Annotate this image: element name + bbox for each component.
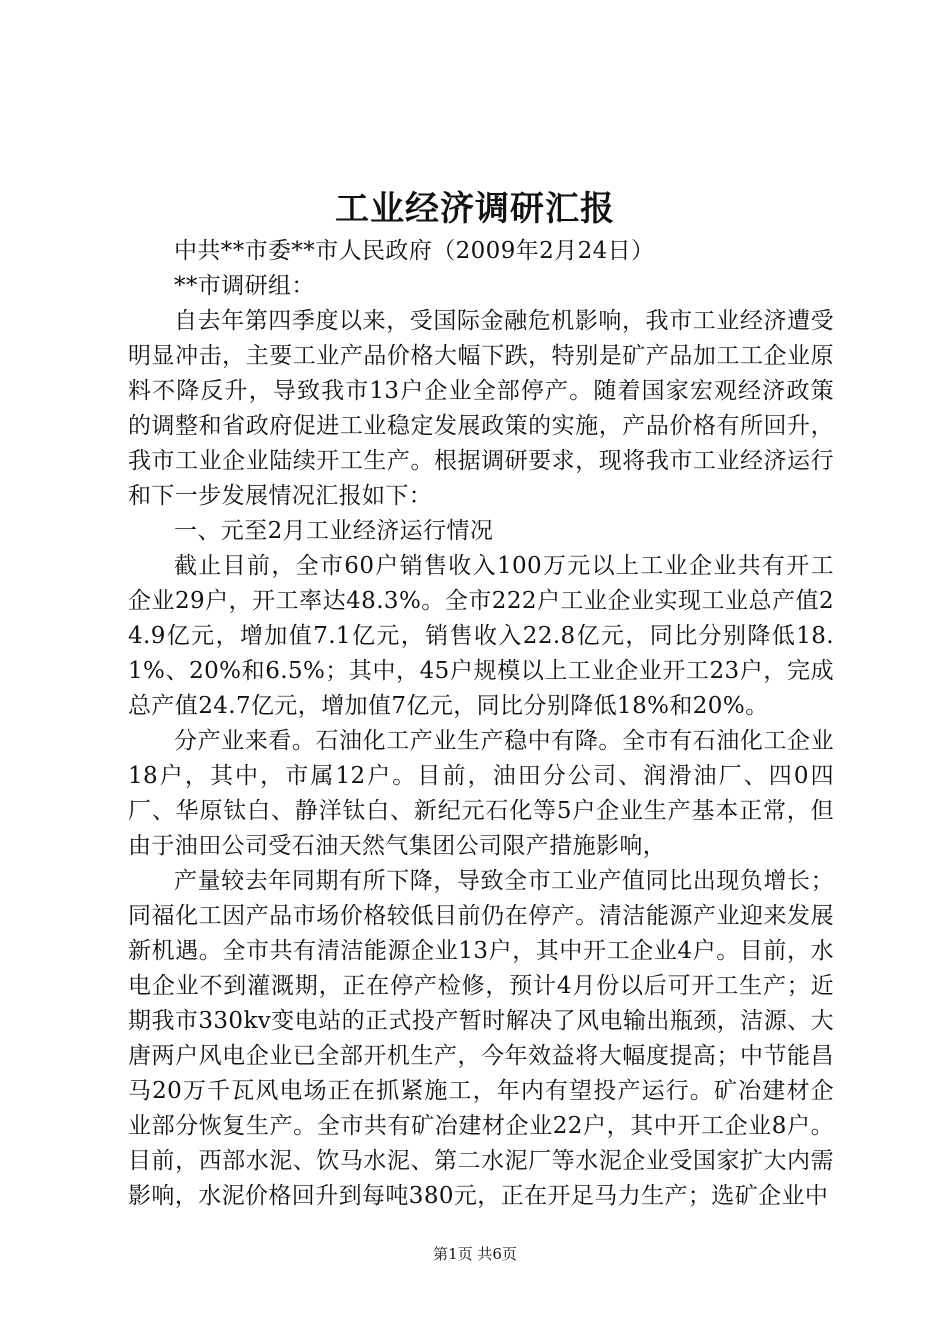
document-body — [128, 234, 834, 1214]
section-heading: 一、元至2月工业经济运行情况 — [174, 518, 494, 544]
issuer-line: 中共**市委**市人民政府（2009年2月24日） — [174, 238, 655, 264]
page-number-footer: 第1页 共6页 — [433, 1245, 517, 1263]
body-paragraph: 截止目前，全市60户销售收入100万元以上工业企业共有开工企业29户，开工率达48.3%。全市222户工业企业实现工业总产值24.9亿元，增加值7.1亿元，销售收入22.8亿元，同比分别降低18.1%、20%和6.5%；其中，45户规模以上工业企业开工23户，完成总产值24.7亿元，增加值7亿元，同比分别降低18%和20%。 — [128, 553, 834, 719]
document-title: 工业经济调研汇报 — [335, 189, 615, 229]
body-paragraph: 分产业来看。石油化工产业生产稳中有降。全市有石油化工企业18户，其中，市属12户。目前，油田分公司、润滑油厂、四0四厂、华原钛白、静洋钛白、新纪元石化等5户企业生产基本正常，但由于油田公司受石油天然气集团公司限产措施影响， — [128, 728, 834, 859]
body-paragraph: 自去年第四季度以来，受国际金融危机影响，我市工业经济遭受明显冲击，主要工业产品价格大幅下跌，特别是矿产品加工工企业原料不降反升，导致我市13户企业全部停产。随着国家宏观经济政策的调整和省政府促进工业稳定发展政策的实施，产品价格有所回升，我市工业企业陆续开工生产。根据调研要求，现将我市工业经济运行和下一步发展情况汇报如下： — [128, 308, 834, 509]
body-paragraph: 产量较去年同期有所下降，导致全市工业产值同比出现负增长；同福化工因产品市场价格较低目前仍在停产。清洁能源产业迎来发展新机遇。全市共有清洁能源企业13户，其中开工企业4户。目前，水电企业不到灌溉期，正在停产检修，预计4月份以后可开工生产；近期我市330kv变电站的正式投产暂时解决了风电输出瓶颈，洁源、大唐两户风电企业已全部开机生产，今年效益将大幅度提高；中节能昌马20万千瓦风电场正在抓紧施工，年内有望投产运行。矿冶建材企业部分恢复生产。全市共有矿冶建材企业22户，其中开工企业8户。目前，西部水泥、饮马水泥、第二水泥厂等水泥企业受国家扩大内需影响，水泥价格回升到每吨380元，正在开足马力生产；选矿企业中 — [128, 868, 834, 1209]
recipient-line: **市调研组： — [174, 273, 315, 299]
